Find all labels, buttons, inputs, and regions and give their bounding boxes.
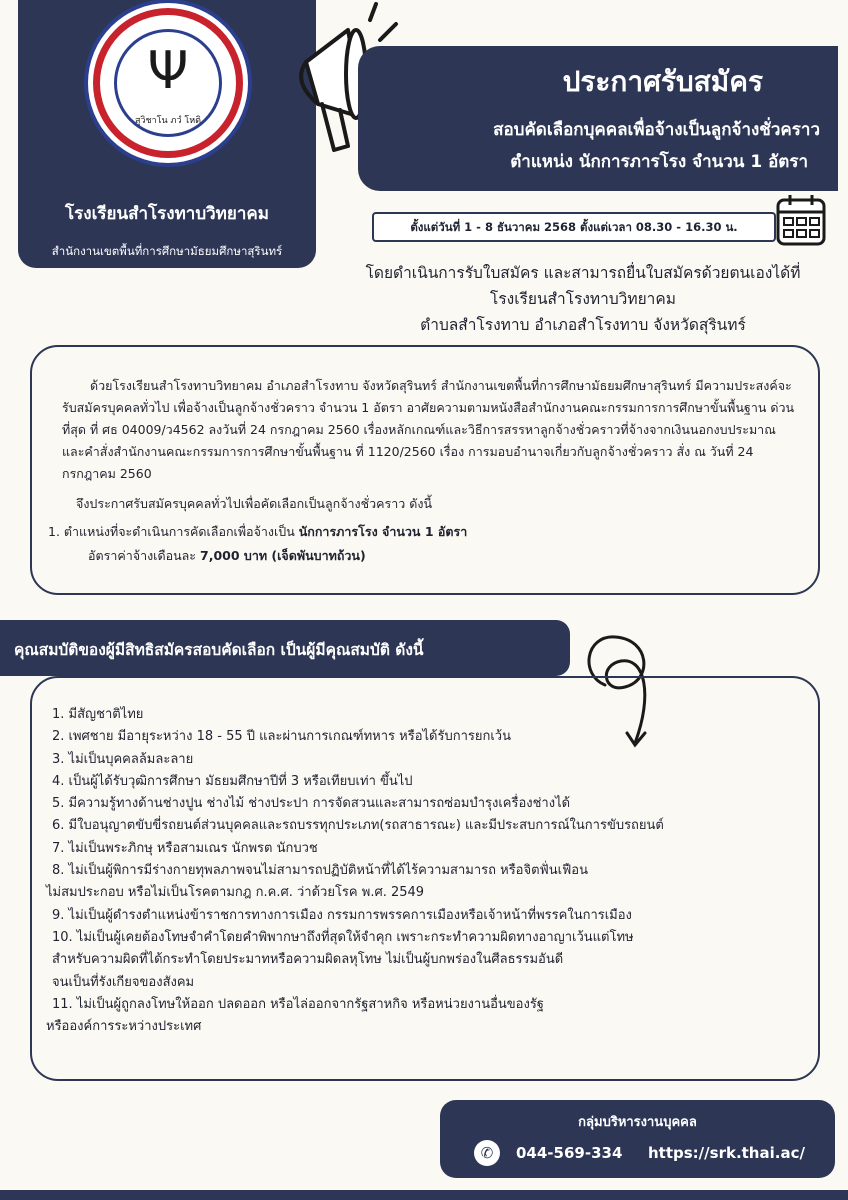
list-item: 5. มีความรู้ทางด้านช่างปูน ช่างไม้ ช่างประปา การจัดสวนและสามารถซ่อมบำรุงเครื่องช่างได้ <box>52 796 571 812</box>
list-item: 9. ไม่เป็นผู้ดำรงตำแหน่งข้าราชการทางการเมือง กรรมการพรรคการเมืองหรือเจ้าหน้าที่พรรคในการเมือง <box>52 907 632 923</box>
contact-title: กลุ่มบริหารงานบุคคล <box>578 1115 697 1130</box>
list-item: สำหรับความผิดที่ได้กระทำโดยประมาทหรือความผิดลหุโทษ ไม่เป็นผู้บกพร่องในศีลธรรมอันดี <box>52 952 564 968</box>
list-item: 10. ไม่เป็นผู้เคยต้องโทษจำคำโดยคำพิพากษาถึงที่สุดให้จำคุก เพราะกระทำความผิดทางอาญาเว้นแต่โทษ <box>52 929 634 945</box>
contact-url-link[interactable]: https://srk.thai.ac/ <box>648 1144 805 1162</box>
school-logo <box>93 8 243 158</box>
list-item: 11. ไม่เป็นผู้ถูกลงโทษให้ออก ปลดออก หรือไล่ออกจากรัฐสาหกิจ หรือหน่วยงานอื่นของรัฐ <box>52 996 544 1012</box>
qualifications-header <box>0 620 570 676</box>
list-item: จนเป็นที่รังเกียจของสังคม <box>52 974 195 990</box>
qualifications-list <box>46 704 806 1038</box>
position-prefix: 1. ตำแหน่งที่จะดำเนินการคัดเลือกเพื่อจ้างเป็น <box>48 524 295 539</box>
school-office: สำนักงานเขตพื้นที่การศึกษามัธยมศึกษาสุรินทร์ <box>51 244 283 258</box>
intro-position-item <box>48 521 467 543</box>
title-panel <box>358 46 838 191</box>
qualifications-box <box>30 676 820 1081</box>
intro-announcement: จึงประกาศรับสมัครบุคคลทั่วไปเพื่อคัดเลือกเป็นลูกจ้างชั่วคราว ดังนี้ <box>76 496 432 511</box>
rate-value: 7,000 บาท (เจ็ดพันบาทถ้วน) <box>200 548 366 563</box>
list-item: 4. เป็นผู้ได้รับวุฒิการศึกษา มัธยมศึกษาปีที่ 3 หรือเทียบเท่า ขึ้นไป <box>52 773 413 789</box>
school-name: โรงเรียนสำโรงทาบวิทยาคม <box>65 204 269 224</box>
list-item: หรือองค์การระหว่างประเทศ <box>46 1019 202 1035</box>
list-item: 6. มีใบอนุญาตขับขี่รถยนต์ส่วนบุคคลและรถบรรทุกประเภท(รถสาธารณะ) และมีประสบการณ์ในการขับรถยนต์ <box>52 818 664 834</box>
position-subtitle: ตำแหน่ง นักการภารโรง จำนวน 1 อัตรา <box>510 152 808 172</box>
contact-phone[interactable]: 044-569-334 <box>516 1144 623 1162</box>
intro-box <box>30 345 820 595</box>
rate-prefix: อัตราค่าจ้างเดือนละ <box>88 548 197 563</box>
position-name: นักการภารโรง จำนวน 1 อัตรา <box>298 524 468 539</box>
contact-panel <box>440 1100 835 1178</box>
intro-rate <box>88 545 366 567</box>
list-item: 7. ไม่เป็นพระภิกษุ หรือสามเณร นักพรต นักบวช <box>52 840 318 856</box>
apply-info-line: โดยดำเนินการรับใบสมัคร และสามารถยื่นใบสมัครด้วยตนเองได้ที่ <box>365 264 801 282</box>
trident-icon: Ψ <box>147 41 189 101</box>
application-info <box>318 260 848 338</box>
intro-paragraph: ด้วยโรงเรียนสำโรงทาบวิทยาคม อำเภอสำโรงทาบ จังหวัดสุรินทร์ สำนักงานเขตพื้นที่การศึกษามัธยมศึกษาสุรินทร์ มีความประสงค์จะรับสมัครบุคคลทั่วไป เพื่อจ้างเป็นลูกจ้างชั่วคราว จำนวน 1 อัตรา อาศัยความตามหนังสือสำนักงานคณะกรรมการการศึกษาขั้นพื้นฐาน ด่วนที่สุด ที่ ศธ 04009/ว4562 ลงวันที่ 24 กรกฎาคม 2560 เรื่องหลักเกณฑ์และวิธีการสรรหาลูกจ้างชั่วคราวที่จ้างจากเงินนอกงบประมาณ และคำสั่งสำนักงานคณะกรรมการการศึกษาขั้นพื้นฐาน ที่ 1120/2560 เรื่อง การมอบอำนาจเกี่ยวกับลูกจ้างชั่วคราว สั่ง ณ วันที่ 24 กรกฎาคม 2560 <box>62 378 795 481</box>
logo-motto: สุวิชาโน ภวํ โหติ <box>134 116 201 126</box>
apply-info-school: โรงเรียนสำโรงทาบวิทยาคม <box>490 290 676 308</box>
page-subtitle: สอบคัดเลือกบุคคลเพื่อจ้างเป็นลูกจ้างชั่วคราว <box>493 120 820 140</box>
page-title: ประกาศรับสมัคร <box>562 65 763 98</box>
phone-icon: ✆ <box>474 1140 500 1166</box>
calendar-icon <box>775 192 827 248</box>
bottom-strip <box>0 1190 848 1200</box>
list-item: 2. เพศชาย มีอายุระหว่าง 18 - 55 ปี และผ่านการเกณฑ์ทหาร หรือได้รับการยกเว้น <box>52 729 511 745</box>
list-item: ไม่สมประกอบ หรือไม่เป็นโรคตามกฎ ก.ค.ศ. ว่าด้วยโรค พ.ศ. 2549 <box>46 885 425 901</box>
qualifications-title: คุณสมบัติของผู้มีสิทธิสมัครสอบคัดเลือก เป็นผู้มีคุณสมบัติ ดังนี้ <box>14 641 424 659</box>
list-item: 8. ไม่เป็นผู้พิการมีร่างกายทุพลภาพจนไม่สามารถปฏิบัติหน้าที่ได้ไร้ความสามารถ หรือจิตฟั่นเฟือน <box>52 863 588 879</box>
school-panel <box>18 0 316 268</box>
apply-info-address: ตำบลสำโรงทาบ อำเภอสำโรงทาบ จังหวัดสุรินทร์ <box>420 316 746 334</box>
list-item: 3. ไม่เป็นบุคคลล้มละลาย <box>52 751 194 767</box>
date-bar: ตั้งแต่วันที่ 1 - 8 ธันวาคม 2568 ตั้งแต่เวลา 08.30 - 16.30 น. <box>372 212 776 242</box>
list-item: 1. มีสัญชาติไทย <box>52 707 144 722</box>
